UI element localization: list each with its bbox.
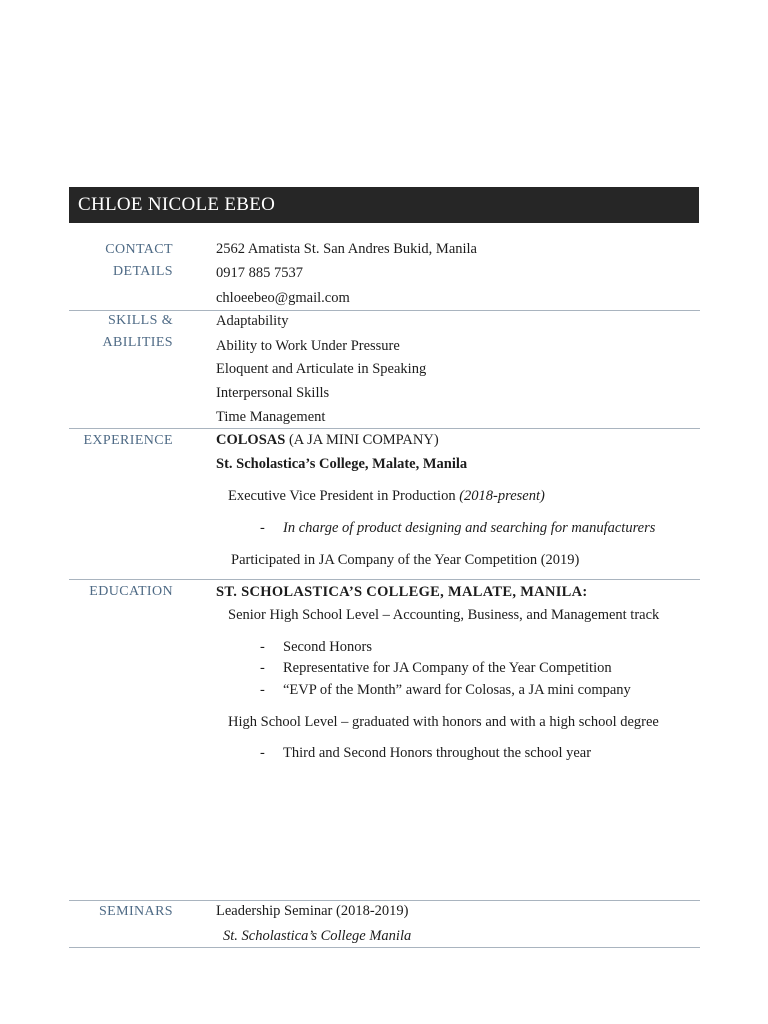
contact-address: 2562 Amatista St. San Andres Bukid, Manila bbox=[216, 241, 477, 257]
skill-item: Interpersonal Skills bbox=[216, 385, 330, 401]
experience-participation: Participated in JA Company of the Year Competition (2019) bbox=[231, 552, 580, 568]
contact-details-label bbox=[69, 239, 173, 283]
contact-label-line-1: CONTACT bbox=[105, 242, 173, 257]
experience-label: EXPERIENCE bbox=[83, 433, 173, 448]
education-shs: Senior High School Level – Accounting, Business, and Management track bbox=[228, 607, 660, 623]
skill-item: Adaptability bbox=[216, 313, 289, 329]
company-description: (A JA MINI COMPANY) bbox=[285, 432, 439, 448]
education-school: ST. SCHOLASTICA’S COLLEGE, MALATE, MANILA: bbox=[216, 584, 588, 600]
skill-item: Ability to Work Under Pressure bbox=[216, 338, 400, 354]
bullet-dash: - bbox=[260, 639, 265, 655]
skill-item: Eloquent and Articulate in Speaking bbox=[216, 361, 427, 377]
experience-duty: In charge of product designing and searching for manufacturers bbox=[283, 520, 656, 536]
education-label: EDUCATION bbox=[89, 584, 173, 599]
shs-item: Second Honors bbox=[283, 639, 373, 655]
experience-company bbox=[216, 430, 439, 450]
experience-role bbox=[228, 486, 545, 506]
seminar-venue: St. Scholastica’s College Manila bbox=[223, 928, 412, 944]
company-name: COLOSAS bbox=[216, 432, 286, 448]
contact-phone: 0917 885 7537 bbox=[216, 265, 303, 281]
section-divider bbox=[69, 428, 700, 429]
hs-item: Third and Second Honors throughout the school year bbox=[283, 745, 592, 761]
contact-email: chloeebeo@gmail.com bbox=[216, 290, 350, 306]
skills-label-line-2: ABILITIES bbox=[102, 335, 173, 350]
skills-abilities-label bbox=[69, 310, 173, 354]
role-period: (2018-present) bbox=[459, 488, 545, 504]
seminar-title: Leadership Seminar (2018-2019) bbox=[216, 903, 409, 919]
section-divider bbox=[69, 579, 700, 580]
contact-label-line-2: DETAILS bbox=[112, 264, 173, 279]
bullet-dash: - bbox=[260, 660, 265, 676]
skills-label-line-1: SKILLS & bbox=[107, 313, 173, 328]
education-hs: High School Level – graduated with honors and with a high school degree bbox=[228, 714, 659, 730]
seminars-label: SEMINARS bbox=[99, 904, 173, 919]
bullet-dash: - bbox=[260, 745, 265, 761]
skill-item: Time Management bbox=[216, 409, 326, 425]
role-title: Executive Vice President in Production bbox=[228, 488, 460, 504]
bullet-dash: - bbox=[260, 682, 265, 698]
name-header: CHLOE NICOLE EBEO bbox=[69, 187, 699, 223]
shs-item: “EVP of the Month” award for Colosas, a JA mini company bbox=[283, 682, 631, 698]
bullet-dash: - bbox=[260, 520, 265, 536]
shs-item: Representative for JA Company of the Year Competition bbox=[283, 660, 612, 676]
experience-school: St. Scholastica’s College, Malate, Manila bbox=[216, 456, 468, 472]
section-divider bbox=[69, 947, 700, 948]
